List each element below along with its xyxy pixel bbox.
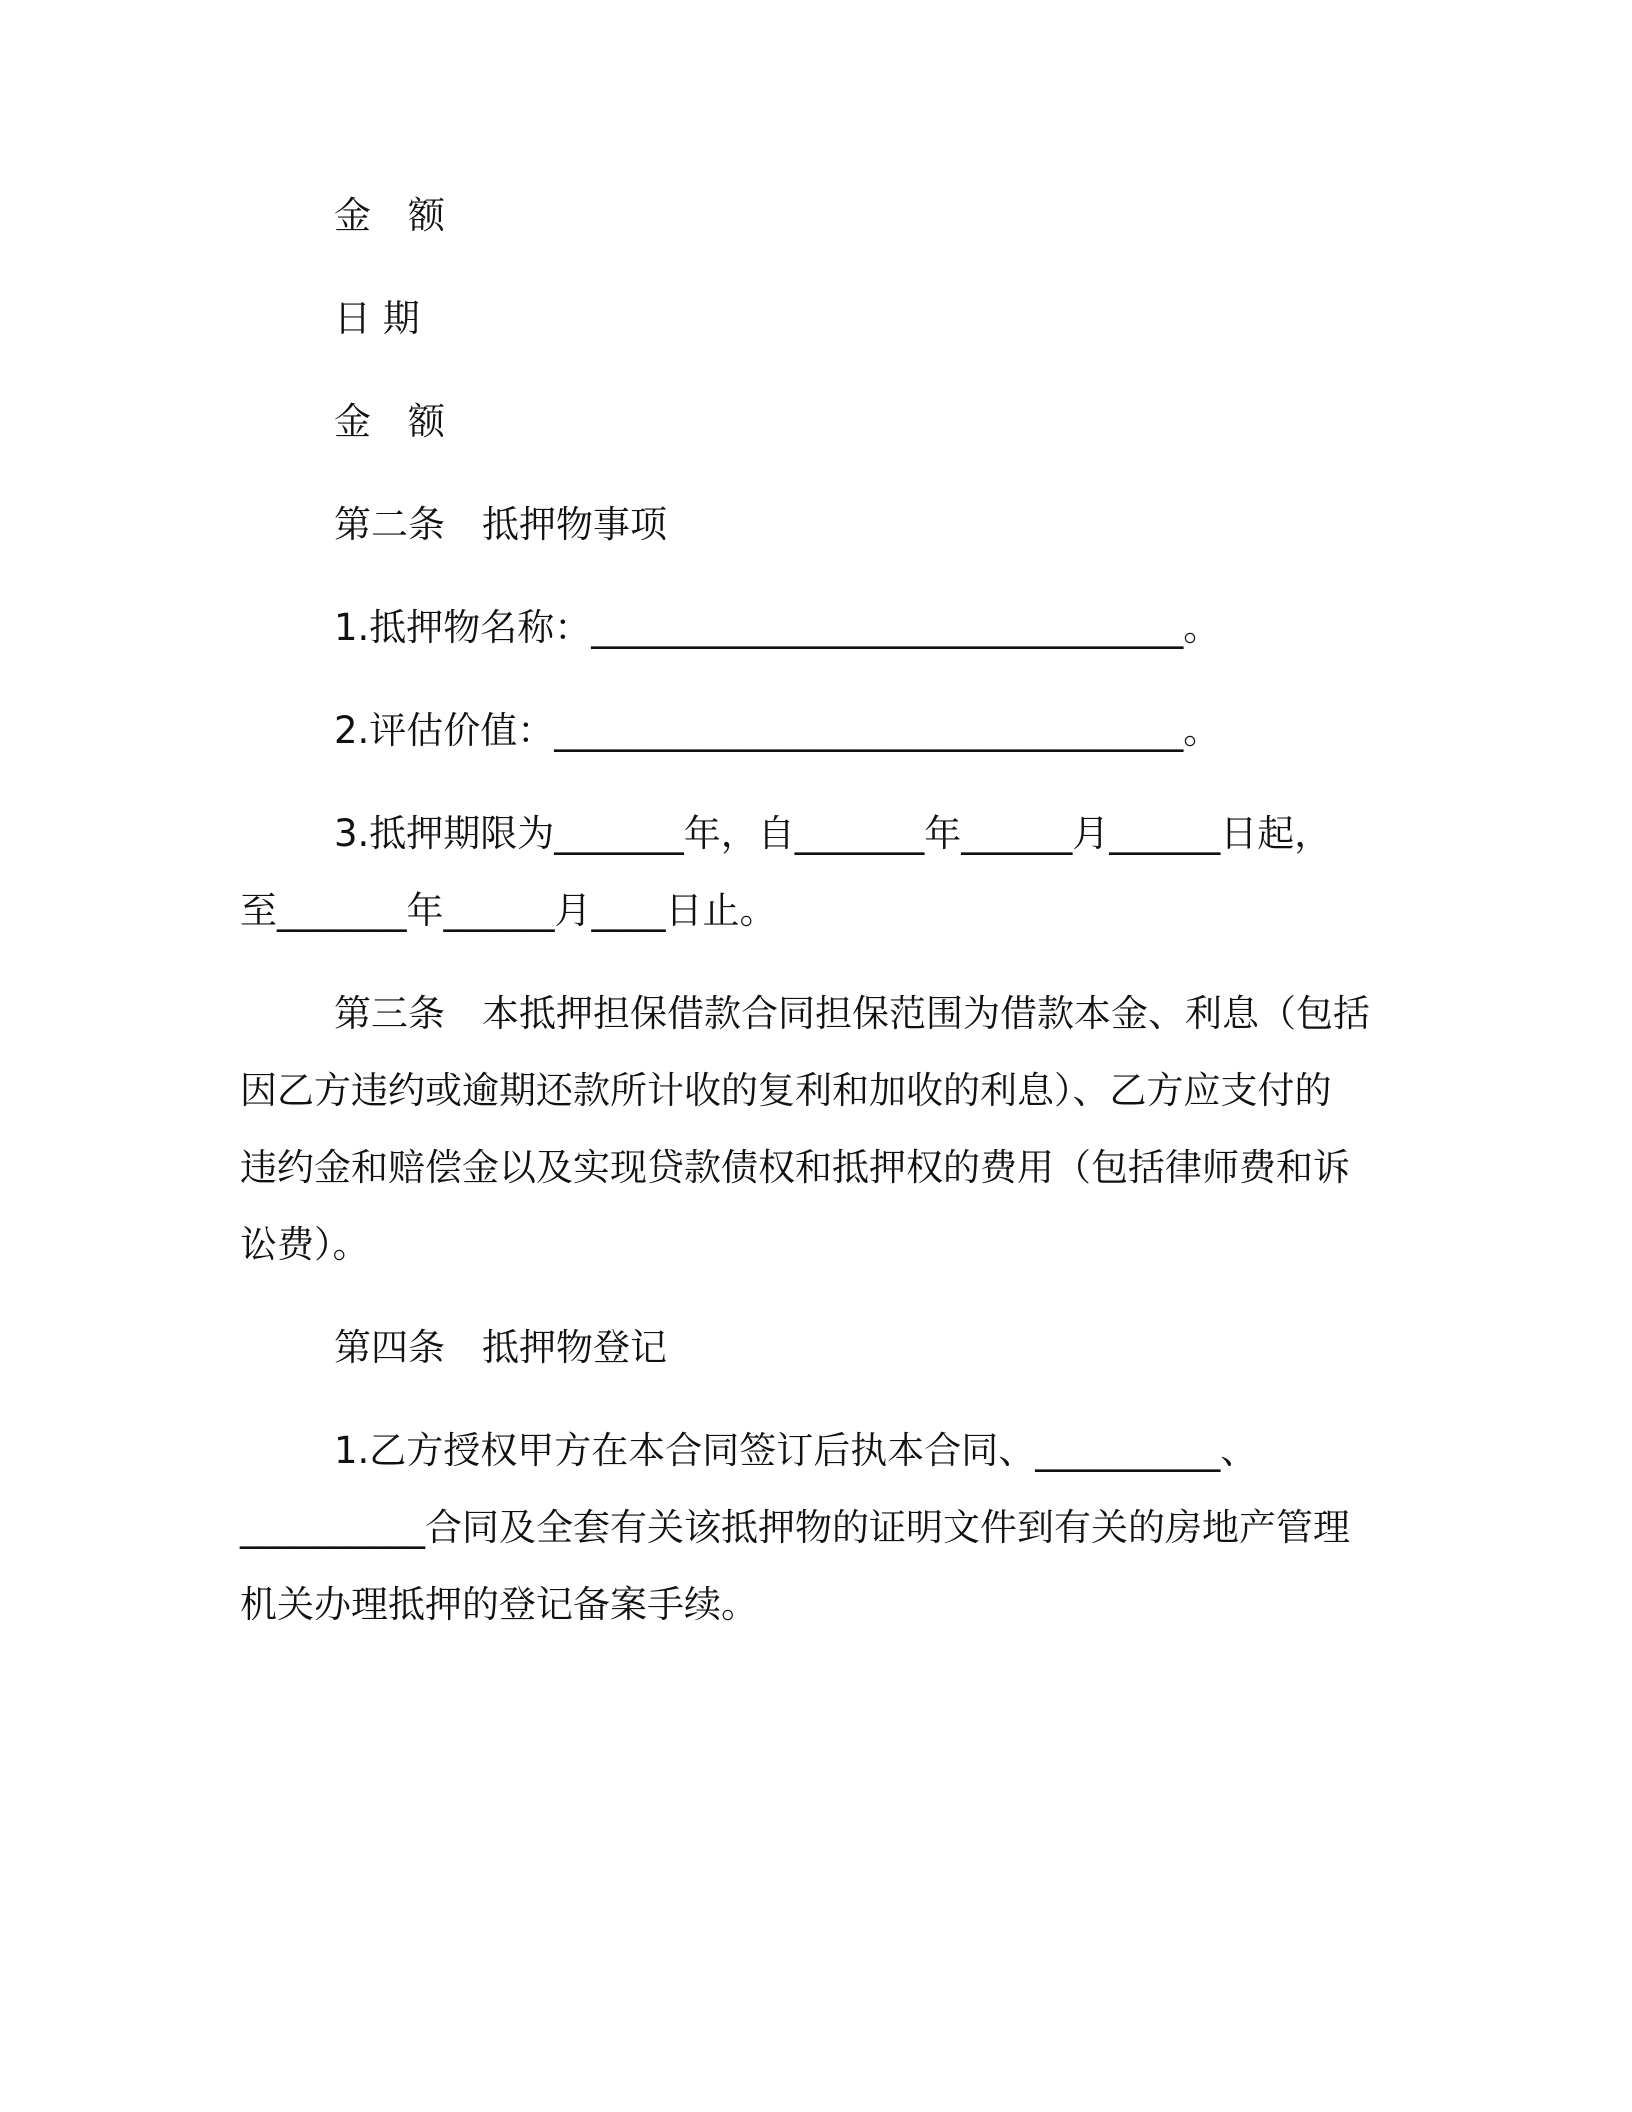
- mortgage-term-line-1: 3.抵押期限为_______年，自_______年______月______日起，: [334, 812, 1332, 855]
- article-3-line-1: 第三条 本抵押担保借款合同担保范围为借款本金、利息（包括: [334, 992, 1370, 1035]
- article-2-heading: 第二条 抵押物事项: [334, 503, 667, 546]
- article-4-line-1: 1.乙方授权甲方在本合同签订后执本合同、__________、: [334, 1429, 1258, 1472]
- article-3-line-2: 因乙方违约或逾期还款所计收的复利和加收的利息）、乙方应支付的: [240, 1069, 1332, 1112]
- collateral-name-line: 1.抵押物名称：________________________________。: [334, 606, 1221, 649]
- article-3-line-3: 违约金和赔偿金以及实现贷款债权和抵押权的费用（包括律师费和诉: [240, 1146, 1350, 1189]
- mortgage-term-line-2: 至_______年______月____日止。: [240, 889, 777, 932]
- amount-label-2: 金 额: [334, 400, 445, 443]
- article-3-line-4: 讼费）。: [240, 1223, 370, 1266]
- article-4-line-3: 机关办理抵押的登记备案手续。: [240, 1583, 758, 1626]
- appraised-value-line: 2.评估价值：__________________________________。: [334, 709, 1221, 752]
- date-label: 日 期: [334, 297, 420, 340]
- article-4-heading: 第四条 抵押物登记: [334, 1326, 667, 1369]
- article-4-line-2: __________合同及全套有关该抵押物的证明文件到有关的房地产管理: [240, 1506, 1350, 1549]
- amount-label-1: 金 额: [334, 194, 445, 237]
